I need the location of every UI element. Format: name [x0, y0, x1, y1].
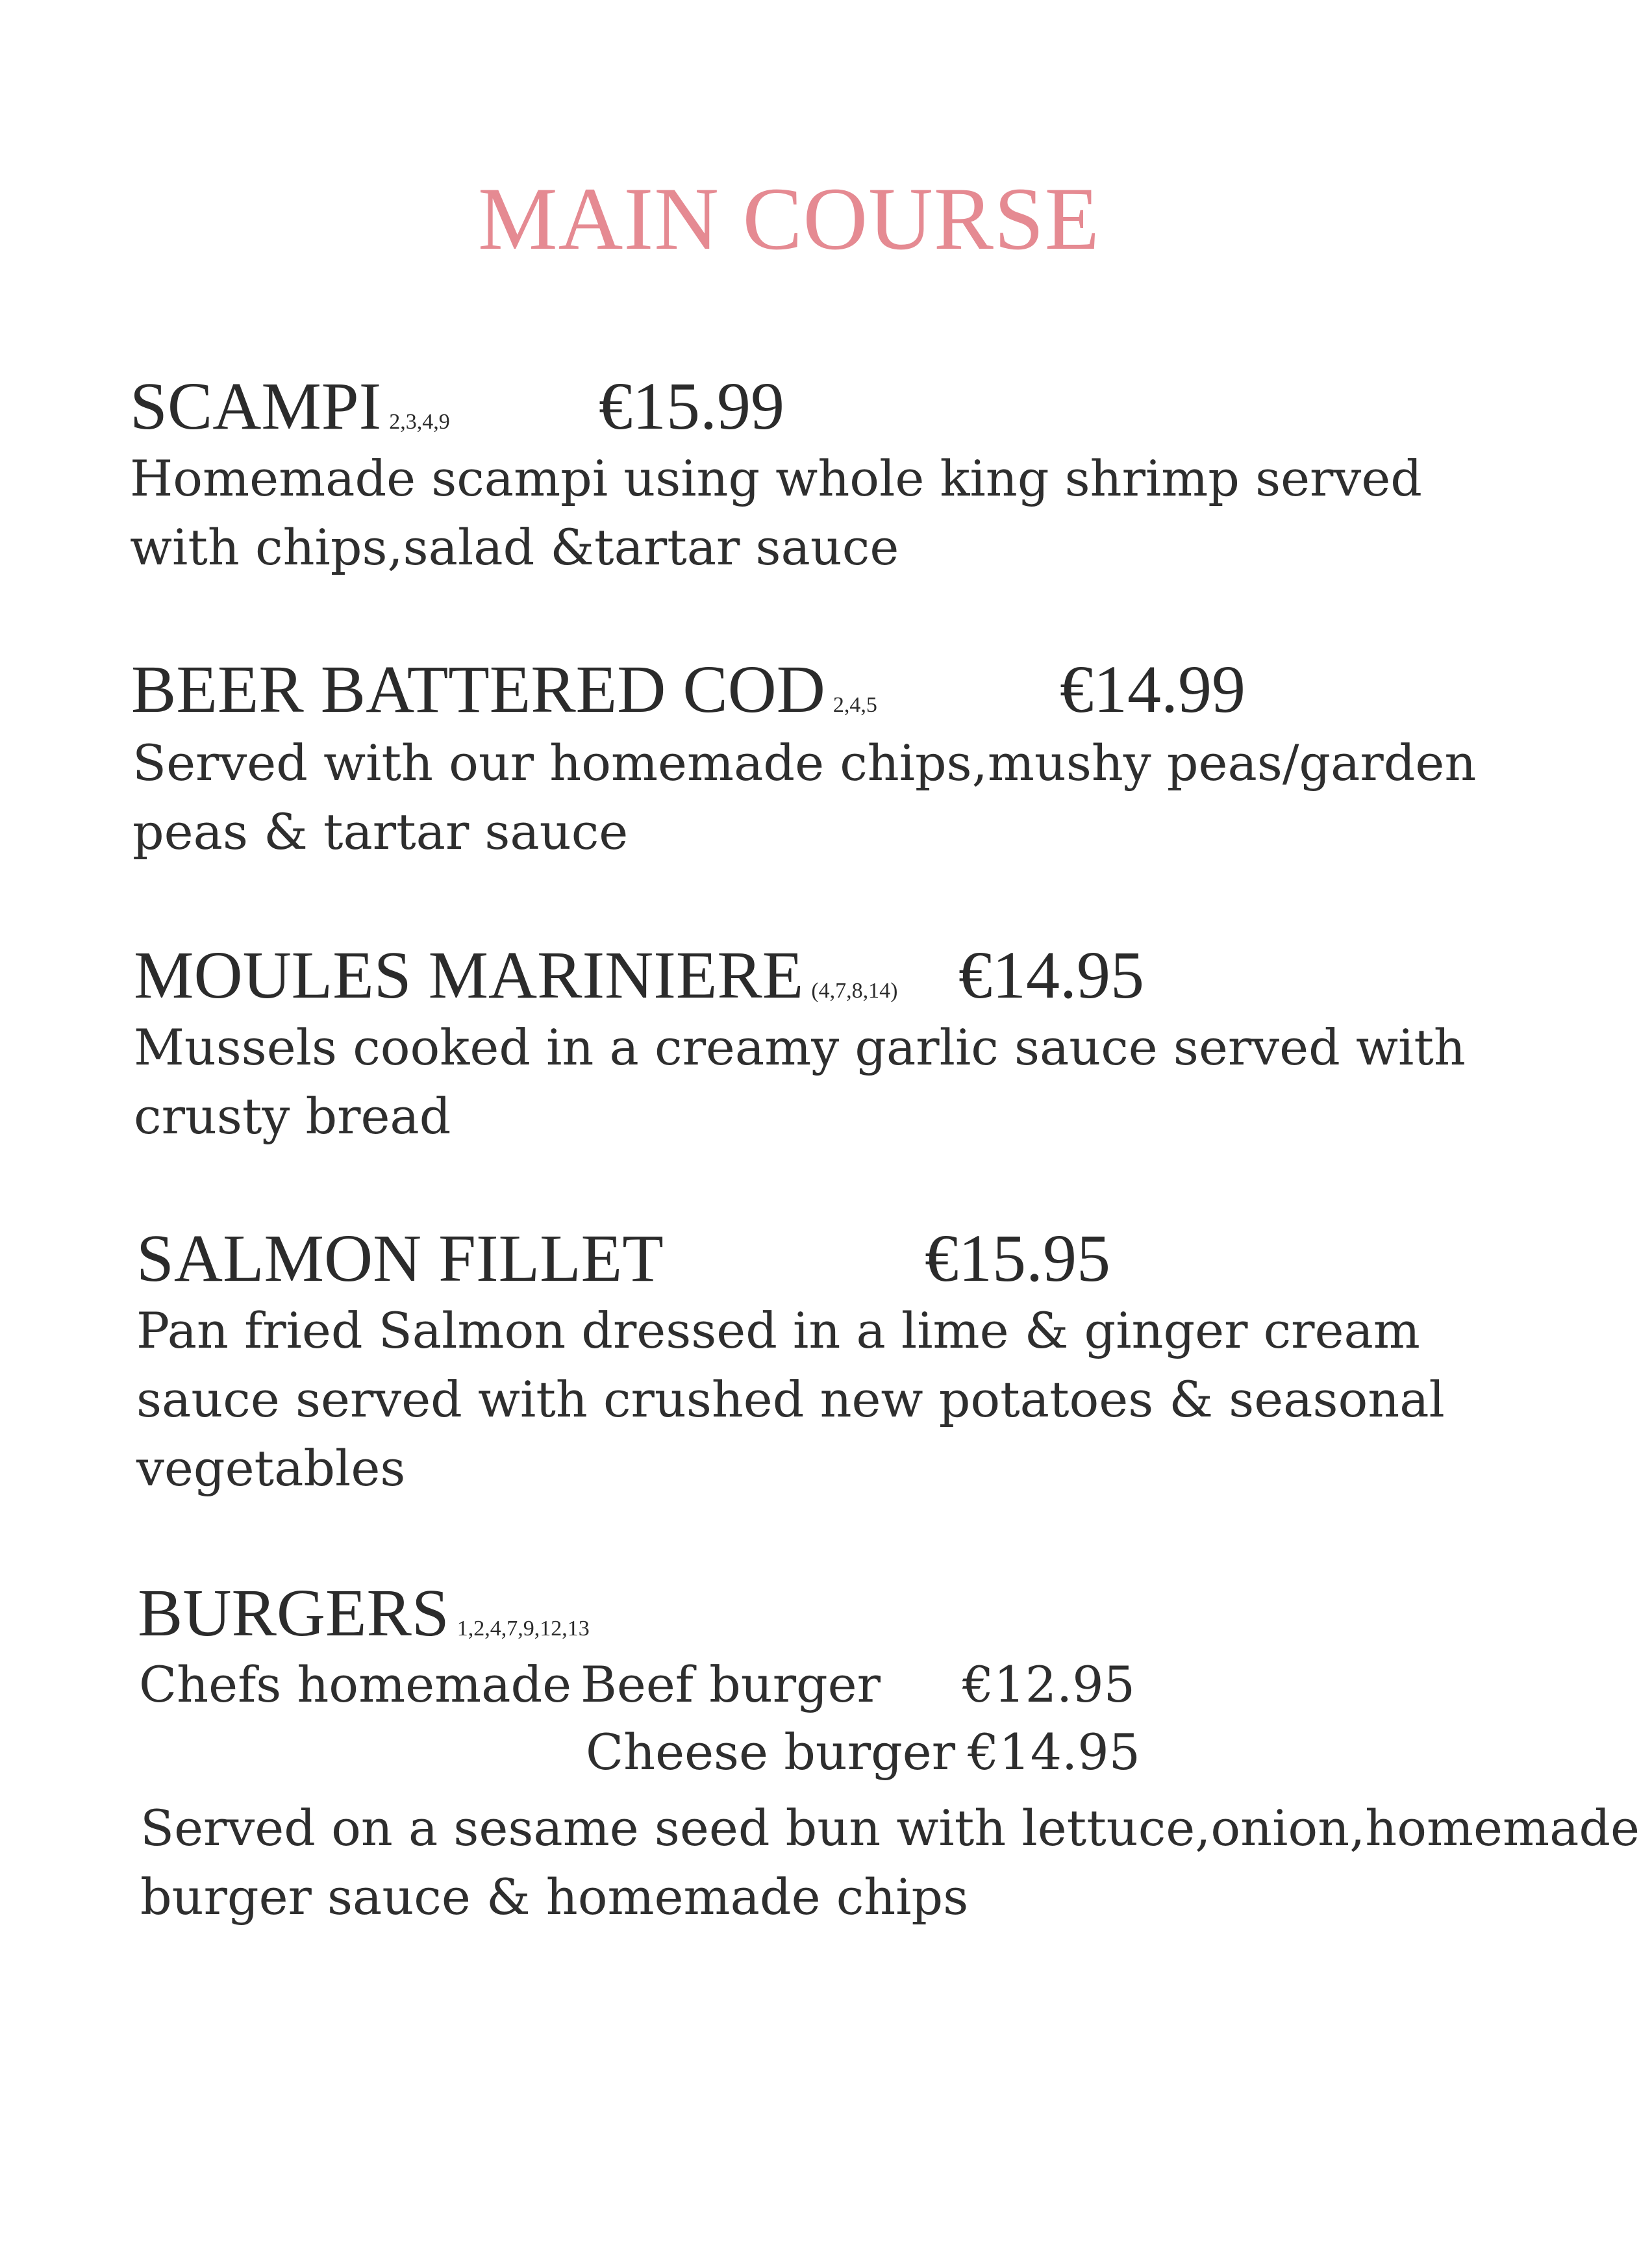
description-line: sauce served with crushed new potatoes & seasonal — [136, 1370, 1445, 1428]
description-line: Served with our homemade chips,mushy peas/garden — [132, 734, 1477, 792]
menu-item-beer-battered-cod — [131, 652, 877, 727]
allergen-codes: 1,2,4,7,9,12,13 — [457, 1617, 590, 1641]
menu-item-salmon-fillet — [136, 1221, 664, 1296]
item-name: MOULES MARINIERE — [134, 938, 804, 1013]
burger-intro: Chefs homemade — [139, 1656, 572, 1713]
burger-option-label: Cheese burger — [586, 1723, 956, 1781]
item-name: BURGERS — [138, 1576, 449, 1650]
burger-option-price: €14.95 — [968, 1723, 1140, 1781]
item-description — [130, 444, 1422, 582]
menu-item-moules-mariniere — [134, 938, 898, 1013]
menu-item-burgers — [138, 1576, 590, 1650]
item-price: €14.99 — [1060, 652, 1245, 727]
description-line: vegetables — [136, 1439, 406, 1497]
allergen-codes: 2,4,5 — [832, 693, 877, 717]
allergen-codes: (4,7,8,14) — [811, 979, 898, 1003]
description-line: Homemade scampi using whole king shrimp served — [130, 449, 1422, 507]
item-description — [136, 1296, 1445, 1503]
description-line: crusty bread — [134, 1087, 451, 1145]
item-price: €15.95 — [925, 1221, 1110, 1296]
description-line: Served on a sesame seed bun with lettuce,onion,homemade — [140, 1799, 1640, 1857]
description-line: peas & tartar sauce — [132, 803, 629, 861]
menu-item-scampi — [130, 369, 450, 444]
item-price: €14.95 — [958, 938, 1144, 1013]
item-name: SCAMPI — [130, 369, 382, 444]
burger-option-label: Beef burger — [581, 1656, 881, 1713]
item-name: SALMON FILLET — [136, 1221, 664, 1296]
item-name: BEER BATTERED COD — [131, 652, 825, 727]
page-title: MAIN COURSE — [478, 169, 1100, 268]
item-description — [140, 1794, 1640, 1932]
description-line: with chips,salad &tartar sauce — [130, 518, 899, 576]
description-line: Pan fried Salmon dressed in a lime & ginger cream — [136, 1302, 1420, 1359]
item-price: €15.99 — [599, 369, 784, 444]
item-description — [132, 729, 1476, 866]
description-line: burger sauce & homemade chips — [140, 1868, 969, 1926]
allergen-codes: 2,3,4,9 — [389, 410, 450, 434]
burger-option-price: €12.95 — [962, 1656, 1135, 1713]
description-line: Mussels cooked in a creamy garlic sauce served with — [134, 1018, 1466, 1076]
item-description — [134, 1013, 1466, 1151]
